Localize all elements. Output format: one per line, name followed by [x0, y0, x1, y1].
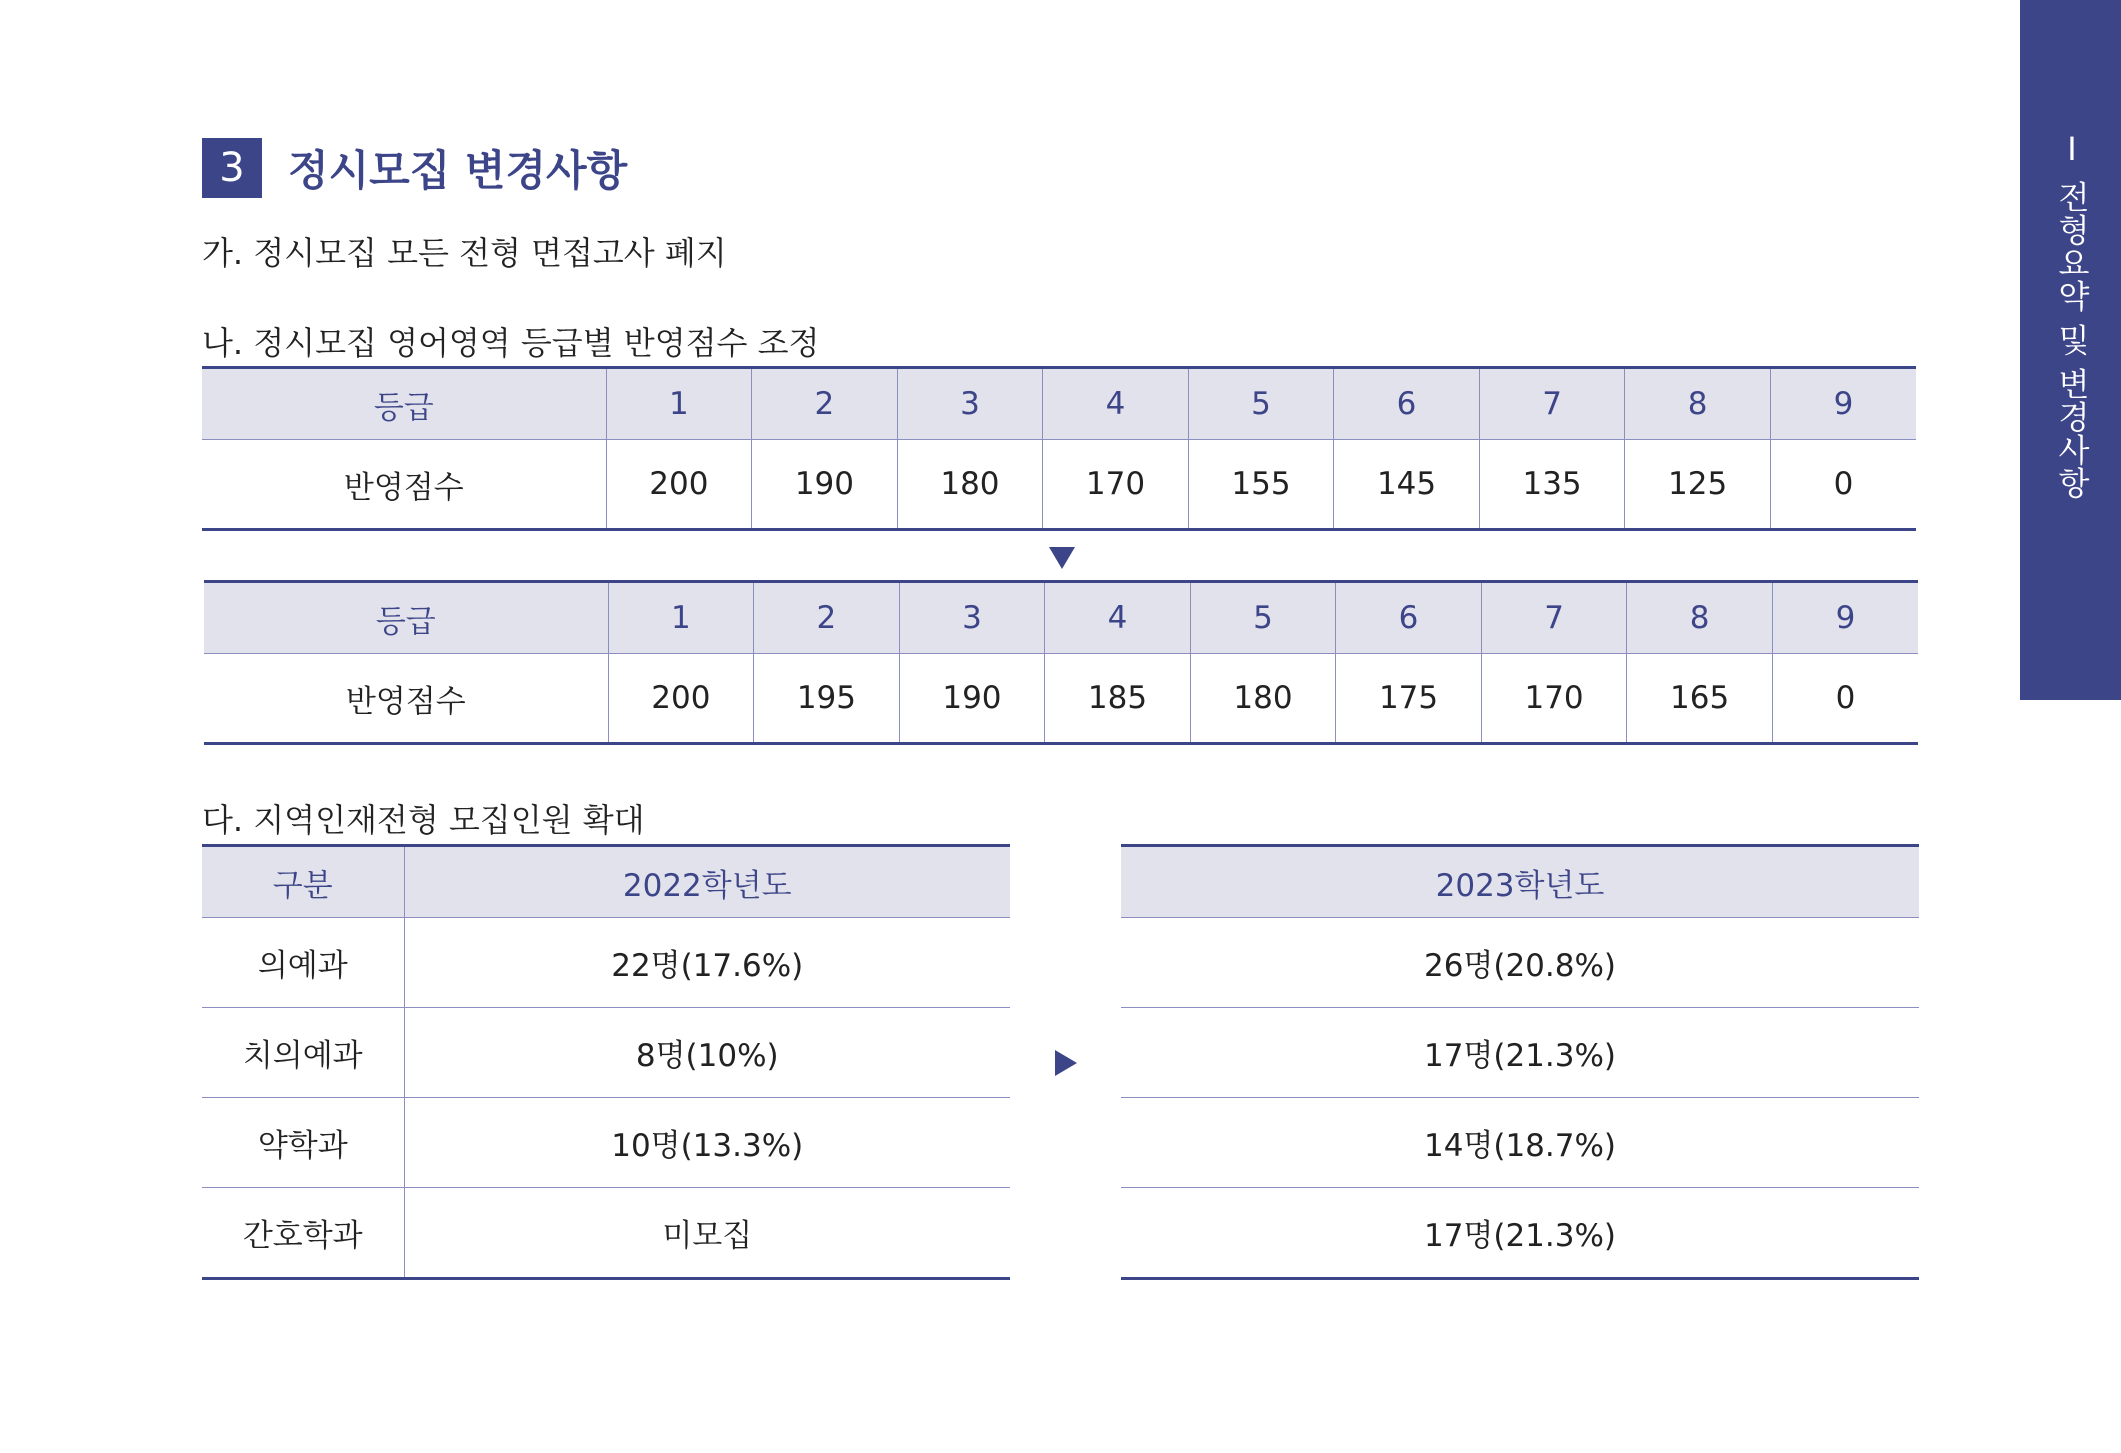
table-row — [202, 1008, 1010, 1098]
grade-header-cell: 1 — [606, 368, 752, 440]
arrow-down-icon — [1049, 547, 1075, 569]
quota-cell: 22명(17.6%) — [404, 918, 1010, 1008]
grade-header-cell: 5 — [1188, 368, 1334, 440]
grade-header-cell: 7 — [1479, 368, 1625, 440]
score-cell: 185 — [1045, 654, 1191, 744]
grade-header-cell: 9 — [1772, 582, 1918, 654]
quota-cell: 17명(21.3%) — [1121, 1008, 1919, 1098]
grade-header-cell: 6 — [1336, 582, 1482, 654]
grade-header-cell: 8 — [1627, 582, 1773, 654]
table-row — [202, 1098, 1010, 1188]
section-heading — [202, 138, 627, 198]
score-cell: 170 — [1043, 440, 1189, 530]
score-cell: 175 — [1336, 654, 1482, 744]
table-row — [1121, 1188, 1919, 1279]
department-cell: 약학과 — [202, 1098, 404, 1188]
table-row — [1121, 918, 1919, 1008]
table-row — [202, 1188, 1010, 1279]
score-cell: 165 — [1627, 654, 1773, 744]
english-grade-table-before — [202, 366, 1916, 531]
year-header-cell: 2023학년도 — [1121, 846, 1919, 918]
table-row — [202, 918, 1010, 1008]
department-cell: 의예과 — [202, 918, 404, 1008]
quota-cell: 미모집 — [404, 1188, 1010, 1279]
grade-header-cell: 9 — [1770, 368, 1916, 440]
grade-header-cell: 등급 — [204, 582, 608, 654]
section-title: 정시모집 변경사항 — [288, 146, 628, 195]
table-header-row — [1121, 846, 1919, 918]
table-row — [1121, 1008, 1919, 1098]
grade-header-cell: 등급 — [202, 368, 606, 440]
quota-cell: 8명(10%) — [404, 1008, 1010, 1098]
score-cell: 135 — [1479, 440, 1625, 530]
table-row — [1121, 1098, 1919, 1188]
score-cell: 190 — [752, 440, 898, 530]
score-cell: 195 — [754, 654, 900, 744]
quota-table-2022 — [202, 844, 1010, 1280]
item-a-heading: 가. 정시모집 모든 전형 면접고사 폐지 — [202, 234, 727, 272]
grade-header-cell: 3 — [897, 368, 1043, 440]
grade-header-cell: 4 — [1045, 582, 1191, 654]
quota-cell: 26명(20.8%) — [1121, 918, 1919, 1008]
department-cell: 간호학과 — [202, 1188, 404, 1279]
department-cell: 치의예과 — [202, 1008, 404, 1098]
section-number: 3 — [202, 138, 262, 198]
quota-table-2023 — [1121, 844, 1919, 1280]
score-cell: 170 — [1481, 654, 1627, 744]
score-cell: 반영점수 — [202, 440, 606, 530]
item-b-heading: 나. 정시모집 영어영역 등급별 반영점수 조정 — [202, 324, 820, 362]
english-grade-table-after — [204, 580, 1918, 745]
score-cell: 190 — [899, 654, 1045, 744]
arrow-right-icon — [1055, 1050, 1077, 1076]
table-row — [202, 440, 1916, 530]
grade-header-cell: 8 — [1625, 368, 1771, 440]
table-row — [204, 654, 1918, 744]
score-cell: 0 — [1770, 440, 1916, 530]
quota-cell: 10명(13.3%) — [404, 1098, 1010, 1188]
grade-header-cell: 1 — [608, 582, 754, 654]
score-cell: 200 — [608, 654, 754, 744]
table-header-row — [204, 582, 1918, 654]
grade-header-cell: 4 — [1043, 368, 1189, 440]
category-header-cell: 구분 — [202, 846, 404, 918]
score-cell: 반영점수 — [204, 654, 608, 744]
score-cell: 180 — [1190, 654, 1336, 744]
side-chapter-label: Ⅰ 전형요약 및 변경사항 — [2053, 130, 2091, 500]
grade-header-cell: 7 — [1481, 582, 1627, 654]
score-cell: 0 — [1772, 654, 1918, 744]
score-cell: 145 — [1334, 440, 1480, 530]
table-header-row — [202, 846, 1010, 918]
score-cell: 200 — [606, 440, 752, 530]
grade-header-cell: 3 — [899, 582, 1045, 654]
grade-header-cell: 6 — [1334, 368, 1480, 440]
grade-header-cell: 2 — [754, 582, 900, 654]
score-cell: 125 — [1625, 440, 1771, 530]
year-header-cell: 2022학년도 — [404, 846, 1010, 918]
quota-cell: 17명(21.3%) — [1121, 1188, 1919, 1279]
quota-cell: 14명(18.7%) — [1121, 1098, 1919, 1188]
score-cell: 180 — [897, 440, 1043, 530]
table-header-row — [202, 368, 1916, 440]
grade-header-cell: 2 — [752, 368, 898, 440]
score-cell: 155 — [1188, 440, 1334, 530]
item-c-heading: 다. 지역인재전형 모집인원 확대 — [202, 801, 645, 839]
grade-header-cell: 5 — [1190, 582, 1336, 654]
